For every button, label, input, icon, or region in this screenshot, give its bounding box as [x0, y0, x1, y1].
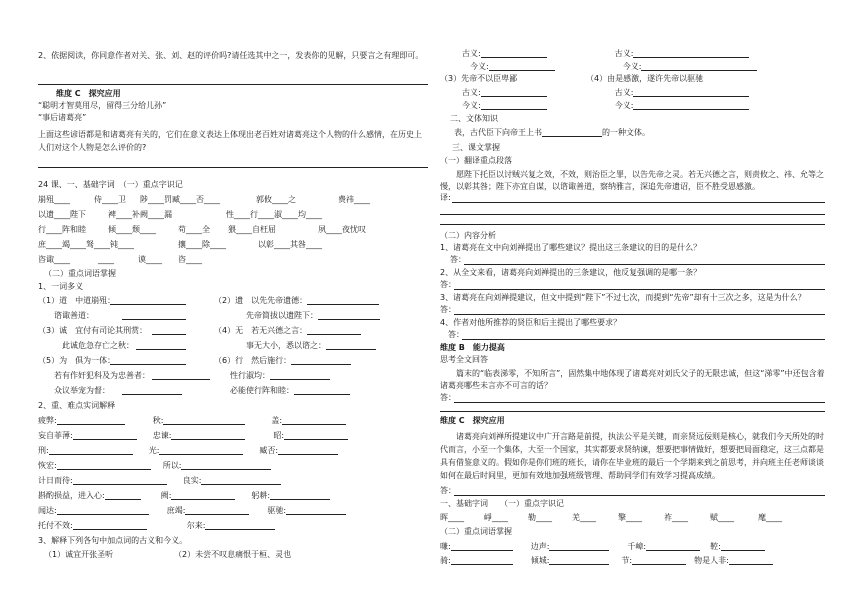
term: 光:	[148, 446, 160, 455]
label: 今义:	[462, 101, 481, 110]
answer-line	[454, 314, 825, 315]
char-item: 谟____	[138, 255, 162, 264]
answer-blank[interactable]	[181, 461, 271, 470]
answer-blank[interactable]	[542, 128, 602, 137]
term: 鞚:	[710, 542, 721, 551]
char-row-4	[38, 241, 428, 249]
char-item: 勒____	[528, 513, 552, 522]
answer-label: 答：	[440, 280, 456, 289]
analysis-question-4: 4、作者对他所推荐的贤臣和后主提出了哪些要求？	[440, 318, 622, 327]
char-item: 费祎____	[338, 195, 370, 204]
review-char-row	[440, 514, 825, 522]
word-explain-row	[38, 461, 428, 470]
answer-line	[38, 167, 428, 168]
sentence: （2）未尝不叹息痛恨于桓、灵也	[174, 550, 292, 559]
answer-blank[interactable]	[159, 446, 243, 455]
term: 尔来:	[186, 521, 206, 530]
term: 斟酌损益，进入心:	[38, 491, 105, 500]
char-item: 羌____	[572, 513, 596, 522]
answer-line	[440, 214, 825, 215]
modern-meaning-row	[462, 62, 825, 71]
polysemy-prompt: 谘诹善道：	[38, 311, 94, 320]
term: 良实:	[182, 476, 202, 485]
answer-label: 答：	[440, 305, 456, 314]
term: 驱驰:	[267, 506, 287, 515]
answer-blank[interactable]	[73, 431, 137, 440]
answer-line	[440, 411, 825, 412]
answer-blank[interactable]	[201, 476, 281, 485]
char-item: 攘____除____	[178, 240, 226, 249]
text-mastery-header: 三、课文掌握	[452, 143, 500, 152]
answer-blank[interactable]	[122, 386, 182, 395]
term: 闻达:	[38, 506, 57, 515]
char-row-5	[38, 256, 428, 264]
char-row-2	[38, 211, 428, 219]
char-item: 以遗____陛下	[38, 210, 86, 219]
term: 昭:	[273, 431, 285, 440]
answer-line	[452, 202, 825, 203]
term: 秋:	[152, 416, 164, 425]
char-item: 裨____补阙____漏	[108, 210, 172, 219]
translation-header: （一）翻译重点段落	[440, 156, 512, 165]
answer-blank[interactable]	[307, 296, 379, 305]
char-row-1	[38, 196, 428, 204]
answer-blank[interactable]	[110, 356, 186, 365]
answer-blank[interactable]	[632, 556, 686, 565]
answer-blank[interactable]	[481, 49, 547, 58]
word-explain-row	[38, 431, 428, 440]
char-item: 祚____	[664, 513, 688, 522]
answer-label: 答：	[440, 393, 456, 402]
polysemy-prompt: 众议举宠为督：	[38, 386, 110, 395]
char-item: 苟____全	[178, 225, 210, 234]
term: 阙:	[160, 491, 172, 500]
char-item: 倾____颓____	[108, 225, 156, 234]
answer-blank[interactable]	[205, 521, 275, 530]
section-b-question: 篇末的“临表涕零，不知所言”，固然集中地体现了诸葛亮对刘氏父子的无限忠诚，但这“涕零”中还包含着诸葛亮哪些未言亦不可言的话？	[440, 369, 825, 390]
text: 的一种文体。	[602, 128, 650, 137]
polysemy-row	[38, 386, 428, 395]
review-vocab-row	[440, 542, 825, 551]
polysemy-prompt: （4）无 若无兴德之言：	[214, 326, 308, 335]
right-column	[440, 0, 825, 611]
answer-blank[interactable]	[481, 88, 547, 97]
answer-blank[interactable]	[307, 326, 361, 335]
label: 古义:	[462, 88, 481, 97]
answer-blank[interactable]	[318, 311, 380, 320]
vocab-header: （二）重点词语掌握	[44, 269, 116, 278]
char-item: 崢____	[484, 513, 508, 522]
polysemy-row	[38, 296, 428, 305]
answer-blank[interactable]	[729, 556, 773, 565]
word-explain-row	[38, 521, 428, 530]
sentence-pair	[440, 75, 825, 83]
answer-blank[interactable]	[282, 416, 346, 425]
section-b-header: 维度 B 能力提高	[440, 343, 505, 352]
answer-blank[interactable]	[57, 416, 125, 425]
polysemy-prompt: （3）诚 宜付有司论其刑赏：	[38, 326, 148, 335]
term: 节:	[621, 556, 633, 565]
polysemy-prompt: 必能使行阵和睦：	[214, 386, 294, 395]
term: 计日而待:	[38, 476, 73, 485]
sentence: （3）先帝不以臣卑鄙	[440, 74, 518, 83]
polysemy-prompt: 事无大小，悉以谘之：	[214, 341, 326, 350]
polysemy-row	[38, 371, 428, 380]
char-item: 咨诹____	[38, 255, 70, 264]
word-explain-row	[38, 506, 428, 515]
ancient-meaning-row	[462, 88, 825, 97]
answer-blank[interactable]	[326, 341, 376, 350]
answer-blank[interactable]	[451, 556, 513, 565]
genre-header: 二、文体知识	[450, 114, 498, 123]
char-item: ____	[98, 255, 114, 264]
polysemy-row	[38, 326, 428, 335]
answer-line	[454, 495, 825, 496]
answer-blank[interactable]	[451, 542, 513, 551]
char-item: 晖____	[440, 513, 464, 522]
answer-line	[454, 289, 825, 290]
char-item: 赋____	[710, 513, 734, 522]
label: 今义:	[622, 62, 642, 71]
answer-blank[interactable]	[185, 506, 249, 515]
answer-blank[interactable]	[122, 311, 186, 320]
answer-line	[464, 264, 825, 265]
sentence: （1）诚宜开张圣听	[44, 550, 114, 559]
answer-blank[interactable]	[57, 506, 149, 515]
char-item: 猥____自枉屈	[228, 225, 276, 234]
char-item: 麾____	[758, 513, 782, 522]
section-c-header: 维度 C 探究应用	[440, 416, 505, 425]
polysemy-prompt: 性行淑均：	[214, 371, 270, 380]
char-item: 咨____	[178, 255, 202, 264]
word-explain-row	[38, 416, 428, 425]
answer-blank[interactable]	[278, 446, 338, 455]
review-header: 一、基础字词 （一）重点字识记	[440, 499, 564, 508]
answer-blank[interactable]	[633, 88, 749, 97]
ancient-meaning-row	[462, 49, 825, 58]
answer-label: 答：	[450, 255, 466, 264]
answer-blank[interactable]	[163, 416, 245, 425]
answer-blank[interactable]	[549, 556, 609, 565]
word-explain-row	[38, 476, 428, 485]
sentence: （4）由是感激，遂许先帝以驱驰	[586, 74, 704, 83]
label: 今义:	[614, 101, 634, 110]
section-c-header: 维度 C 探究应用	[56, 89, 121, 98]
answer-blank[interactable]	[73, 476, 167, 485]
answer-blank[interactable]	[721, 542, 765, 551]
answer-blank[interactable]	[294, 386, 350, 395]
char-item: 擎____	[618, 513, 642, 522]
term: 忠谏:	[152, 431, 172, 440]
char-item: 以彰____其咎____	[258, 240, 322, 249]
answer-blank[interactable]	[152, 326, 186, 335]
answer-blank[interactable]	[286, 506, 346, 515]
answer-blank[interactable]	[549, 542, 609, 551]
char-item: 性____行____淑____均____	[226, 210, 322, 219]
answer-line	[440, 224, 825, 225]
answer-blank[interactable]	[136, 341, 186, 350]
proverb-1: “聪明才智莫用尽，留得三分给儿孙”	[38, 101, 167, 110]
review-vocab-header: （二）重点词语掌握	[440, 527, 512, 536]
answer-blank[interactable]	[171, 491, 235, 500]
analysis-question-1: 1、诸葛亮在文中向刘禅提出了哪些建议？提出这三条建议的目的是什么？	[440, 243, 702, 252]
section-c-prompt: 诸葛亮向刘禅所提建议中广开言路是前提，执法公平是关键，而亲贤远佞则是核心，就我们今天所处的时代而言，小至一个集体，大至一个国家，其实都要求贤纳谏，想要把事情做好，想要把局面稳定，这三点都是具有借鉴意义的。假如你是你们班的班长，请你在毕业班的最后一个学期来到之前思考，并向班主任老师谈谈如何在最后时间里，更加有效地加强班级管理、帮助同学们有效学习提高成绩。	[440, 432, 824, 480]
word-explain-header: 2、重、难点实词解释	[38, 401, 116, 410]
answer-blank[interactable]	[633, 101, 749, 110]
term: 边声:	[530, 542, 550, 551]
term: 躬耕:	[251, 491, 271, 500]
genre-question	[454, 128, 825, 137]
word-explain-row	[38, 491, 428, 500]
word-explain-row	[38, 446, 428, 455]
ancient-modern-row	[38, 551, 428, 559]
char-item: 崩殂____	[38, 195, 70, 204]
char-item: 郭攸____之	[256, 195, 296, 204]
analysis-question-2: 2、从全文来看，诸葛亮向刘禅提出的三条建议，他反复强调的是哪一条？	[440, 268, 702, 277]
text: 表，古代臣下向帝王上书	[454, 128, 542, 137]
answer-blank[interactable]	[110, 296, 186, 305]
term: 恢宏:	[38, 461, 57, 470]
term: 庶竭:	[166, 506, 186, 515]
char-item: 侍____卫	[94, 195, 126, 204]
answer-blank[interactable]	[284, 431, 348, 440]
term: 臧否:	[259, 446, 279, 455]
answer-label: 答：	[448, 330, 464, 339]
label: 古义:	[614, 49, 634, 58]
polysemy-prompt: （1）道 中道崩殂：	[38, 296, 116, 305]
polysemy-prompt: （6）行 然后施行：	[214, 356, 292, 365]
term: 盖:	[271, 416, 283, 425]
term: 刑:	[38, 446, 49, 455]
polysemy-row	[38, 356, 428, 365]
char-item: 庶____竭____驽____钝____	[38, 240, 134, 249]
label: 今义:	[470, 62, 489, 71]
term: 嗛:	[440, 542, 451, 551]
answer-blank[interactable]	[481, 101, 547, 110]
answer-blank[interactable]	[291, 356, 351, 365]
term: 千嶂:	[627, 542, 647, 551]
answer-blank[interactable]	[270, 491, 330, 500]
answer-blank[interactable]	[73, 521, 147, 530]
answer-blank[interactable]	[152, 371, 210, 380]
answer-blank[interactable]	[646, 542, 700, 551]
term: 疲弊:	[38, 416, 57, 425]
char-row-3	[38, 226, 428, 234]
modern-meaning-row	[462, 101, 825, 110]
polysemy-row	[38, 341, 428, 350]
proverb-2: “事后诸葛亮”	[38, 113, 87, 122]
answer-blank[interactable]	[489, 62, 555, 71]
lesson-24-header: 24 课、一、基础字词 （一）重点字识记	[38, 180, 183, 189]
char-item: 行____阵和睦	[38, 225, 86, 234]
answer-label: 答：	[440, 486, 456, 495]
section-b-subheader: 思考全文回答	[440, 355, 488, 364]
term: 倾城:	[530, 556, 550, 565]
polysemy-header: 1、一词多义	[38, 282, 84, 291]
term: 妄自菲薄:	[38, 431, 73, 440]
section-c-question: 上面这些谚语都是和诸葛亮有关的，它们在意义表达上体现出老百姓对诸葛亮这个人物的什么感情，在历史上人们对这个人物是怎么评价的?	[38, 130, 422, 152]
left-column	[38, 0, 428, 611]
answer-blank[interactable]	[641, 62, 757, 71]
answer-blank[interactable]	[633, 49, 749, 58]
term: 托付不效:	[38, 521, 73, 530]
answer-line	[38, 84, 428, 85]
analysis-question-3: 3、诸葛亮在向刘禅提建议，但文中提到“陛下”不过七次，而提到“先帝”却有十三次之多，这是为什么？	[440, 293, 806, 302]
ancient-modern-header: 3、解释下列各句中加点词的古义和今义。	[38, 536, 188, 545]
polysemy-prompt: 此诚危急存亡之秋：	[38, 341, 134, 350]
label: 古义:	[462, 49, 481, 58]
label: 古义:	[614, 88, 634, 97]
term: 所以:	[162, 461, 182, 470]
answer-blank[interactable]	[171, 431, 245, 440]
char-item: 陟____罚臧____否____	[140, 195, 220, 204]
translation-label: 译:	[440, 193, 451, 202]
answer-blank[interactable]	[49, 446, 133, 455]
translation-passage: 愿陛下托臣以讨贼兴复之效，不效，则治臣之罪，以告先帝之灵。若无兴德之言，则责攸之、祎、允等之慢，以彰其咎；陛下亦宜自谋，以谘诹善道，察纳雅言，深追先帝遗诏，臣不胜受恩感激。	[440, 170, 824, 191]
polysemy-prompt: （2）遗 以先先帝遗德：	[214, 296, 308, 305]
polysemy-row	[38, 311, 428, 320]
char-item: 夙____夜忧叹	[318, 225, 366, 234]
answer-line	[454, 402, 825, 403]
answer-blank[interactable]	[57, 461, 151, 470]
polysemy-prompt: （5）为 俱为一体：	[38, 356, 116, 365]
polysemy-prompt: 若有作奸犯科及为忠善者：	[38, 371, 150, 380]
answer-line	[462, 339, 825, 340]
question-2: 2、依据阅读，你同意作者对关、张、刘、赵的评价吗?请任选其中之一，发表你的见解，只要言之有理即可。	[38, 51, 424, 60]
term: 物是人非:	[694, 556, 729, 565]
answer-blank[interactable]	[105, 491, 141, 500]
term: 骑:	[440, 556, 451, 565]
polysemy-prompt: 先帝简拔以遗陛下：	[214, 311, 318, 320]
answer-blank[interactable]	[270, 371, 330, 380]
review-vocab-row	[440, 556, 825, 565]
content-analysis-header: （二）内容分析	[440, 231, 496, 240]
